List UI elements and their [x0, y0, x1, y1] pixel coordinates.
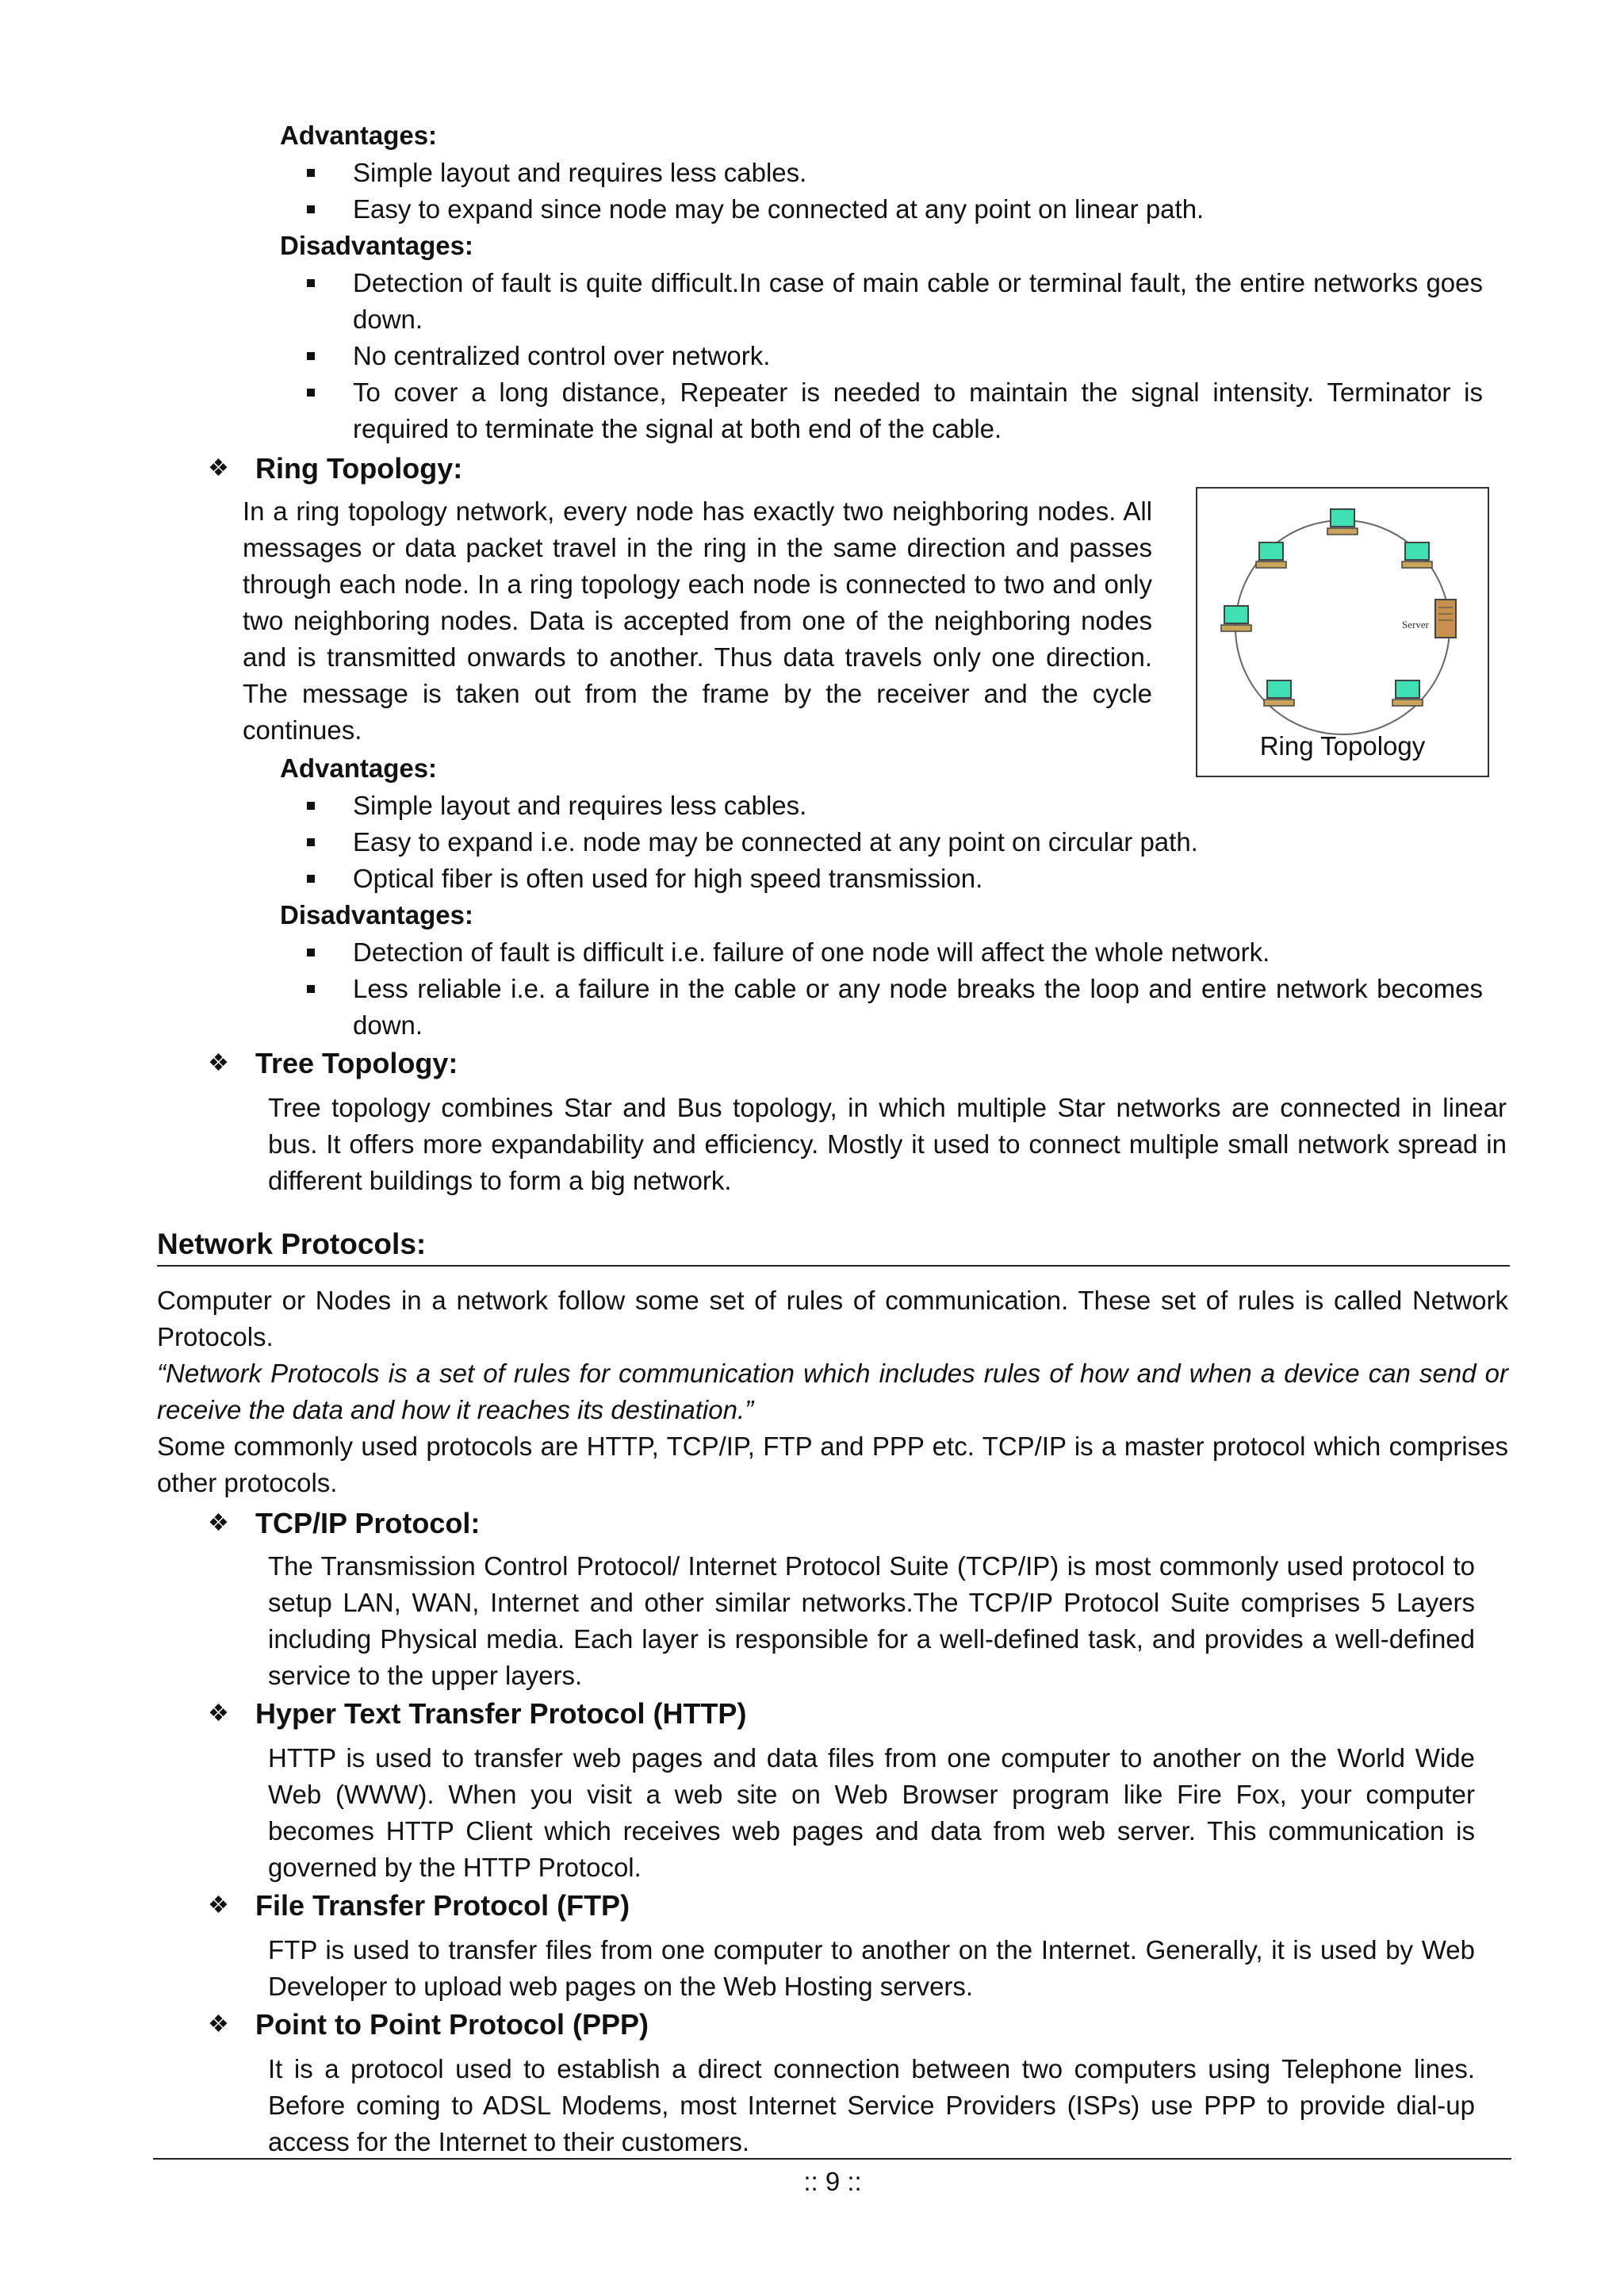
page-number: :: 9 ::	[803, 2167, 862, 2196]
protocols-common: Some commonly used protocols are HTTP, TCP/IP, FTP and PPP etc. TCP/IP is a master protocol which comprises other protocols.	[157, 1432, 1508, 1497]
ring-topology-figure	[1196, 487, 1489, 777]
http-title: Hyper Text Transfer Protocol (HTTP)	[255, 1697, 747, 1730]
ftp-body: FTP is used to transfer files from one computer to another on the Internet. Generally, it is used by Web Developer to upload web pages on the Web Hosting servers.	[268, 1935, 1475, 2001]
ppp-body: It is a protocol used to establish a direct connection between two computers using Telephone lines. Before coming to ADSL Modems, most Internet Service Providers (ISPs) use PPP to provide dial-up access for the Internet to their customers.	[268, 2054, 1475, 2156]
http-body: HTTP is used to transfer web pages and data files from one computer to another on the World Wide Web (WWW). When you visit a web site on Web Browser program like Fire Fox, your computer becomes HTTP Client which receives web pages and data from web server. This communication is governed by the HTTP Protocol.	[268, 1743, 1475, 1882]
tree-topology-title: Tree Topology:	[255, 1047, 458, 1079]
protocols-definition: “Network Protocols is a set of rules for communication which includes rules of how and when a device can send or receive the data and how it reaches its destination.”	[157, 1359, 1508, 1424]
tcpip-body: The Transmission Control Protocol/ Internet Protocol Suite (TCP/IP) is most commonly used protocol to setup LAN, WAN, Internet and other similar networks.The TCP/IP Protocol Suite comprises 5 Layers including Physical media. Each layer is responsible for a well-defined task, and provides a well-defined service to the upper layers.	[268, 1551, 1475, 1690]
ring-disadvantage-item: Less reliable i.e. a failure in the cable or any node breaks the loop and entire network becomes down.	[353, 974, 1483, 1040]
ppp-title: Point to Point Protocol (PPP)	[255, 2008, 649, 2041]
bullet-icon	[307, 279, 315, 287]
ring-advantage-item: Simple layout and requires less cables.	[353, 791, 807, 820]
bus-disadvantage-item: No centralized control over network.	[353, 341, 771, 370]
diamond-bullet-icon: ❖	[208, 1892, 229, 1918]
protocols-intro: Computer or Nodes in a network follow some set of rules of communication. These set of rules is called Network Protocols.	[157, 1286, 1508, 1351]
server-icon	[1435, 600, 1456, 638]
bus-advantage-item: Simple layout and requires less cables.	[353, 158, 807, 187]
diamond-bullet-icon: ❖	[208, 1700, 229, 1727]
server-label: Server	[1402, 619, 1429, 631]
network-protocols-heading: Network Protocols:	[157, 1228, 427, 1260]
bus-disadvantages-label: Disadvantages:	[280, 231, 473, 260]
workstation-icon	[1221, 606, 1251, 631]
workstation-icon	[1402, 542, 1432, 568]
bus-advantage-item: Easy to expand since node may be connected at any point on linear path.	[353, 194, 1205, 224]
diamond-bullet-icon: ❖	[208, 2011, 229, 2037]
ftp-title: File Transfer Protocol (FTP)	[255, 1889, 630, 1922]
bullet-icon	[307, 875, 315, 883]
bus-advantages-label: Advantages:	[280, 121, 438, 150]
workstation-icon	[1327, 509, 1358, 535]
bus-disadvantage-item: To cover a long distance, Repeater is needed to maintain the signal intensity. Terminator is required to terminate the signal at both end of the cable.	[353, 378, 1483, 443]
bullet-icon	[307, 205, 315, 213]
bullet-icon	[307, 389, 315, 397]
diamond-bullet-icon: ❖	[208, 1050, 229, 1076]
tcpip-title: TCP/IP Protocol:	[255, 1507, 481, 1539]
bullet-icon	[307, 838, 315, 846]
bullet-icon	[307, 352, 315, 360]
ring-topology-body: In a ring topology network, every node has exactly two neighboring nodes. All messages or data packet travel in the ring in the same direction and passes through each node. In a ring topology each node is connected to two and only two neighboring nodes. Data is accepted from one of the neighboring nodes and is transmitted onwards to another. Thus data travels only one direction. The message is taken out from the frame by the receiver and the cycle continues.	[243, 496, 1152, 745]
bullet-icon	[307, 949, 315, 956]
ring-advantage-item: Optical fiber is often used for high speed transmission.	[353, 864, 983, 893]
bullet-icon	[307, 169, 315, 177]
heading-rule	[157, 1265, 1510, 1267]
workstation-icon	[1256, 542, 1286, 568]
bullet-icon	[307, 985, 315, 993]
bullet-icon	[307, 802, 315, 810]
ring-figure-caption: Ring Topology	[1259, 731, 1426, 761]
diamond-bullet-icon: ❖	[208, 1510, 229, 1536]
ring-advantage-item: Easy to expand i.e. node may be connected at any point on circular path.	[353, 827, 1198, 857]
ring-advantages-label: Advantages:	[280, 753, 438, 783]
ring-disadvantages-label: Disadvantages:	[280, 900, 473, 930]
diamond-bullet-icon: ❖	[208, 455, 229, 481]
tree-topology-body: Tree topology combines Star and Bus topology, in which multiple Star networks are connected in linear bus. It offers more expandability and efficiency. Mostly it used to connect multiple small network spread in different buildings to form a big network.	[268, 1093, 1507, 1195]
workstation-icon	[1264, 680, 1294, 706]
ring-topology-title: Ring Topology:	[255, 452, 463, 485]
workstation-icon	[1392, 680, 1423, 706]
ring-disadvantage-item: Detection of fault is difficult i.e. failure of one node will affect the whole network.	[353, 937, 1270, 967]
bus-disadvantage-item: Detection of fault is quite difficult.In case of main cable or terminal fault, the entire networks goes down.	[353, 268, 1483, 334]
footer-rule	[153, 2158, 1511, 2160]
